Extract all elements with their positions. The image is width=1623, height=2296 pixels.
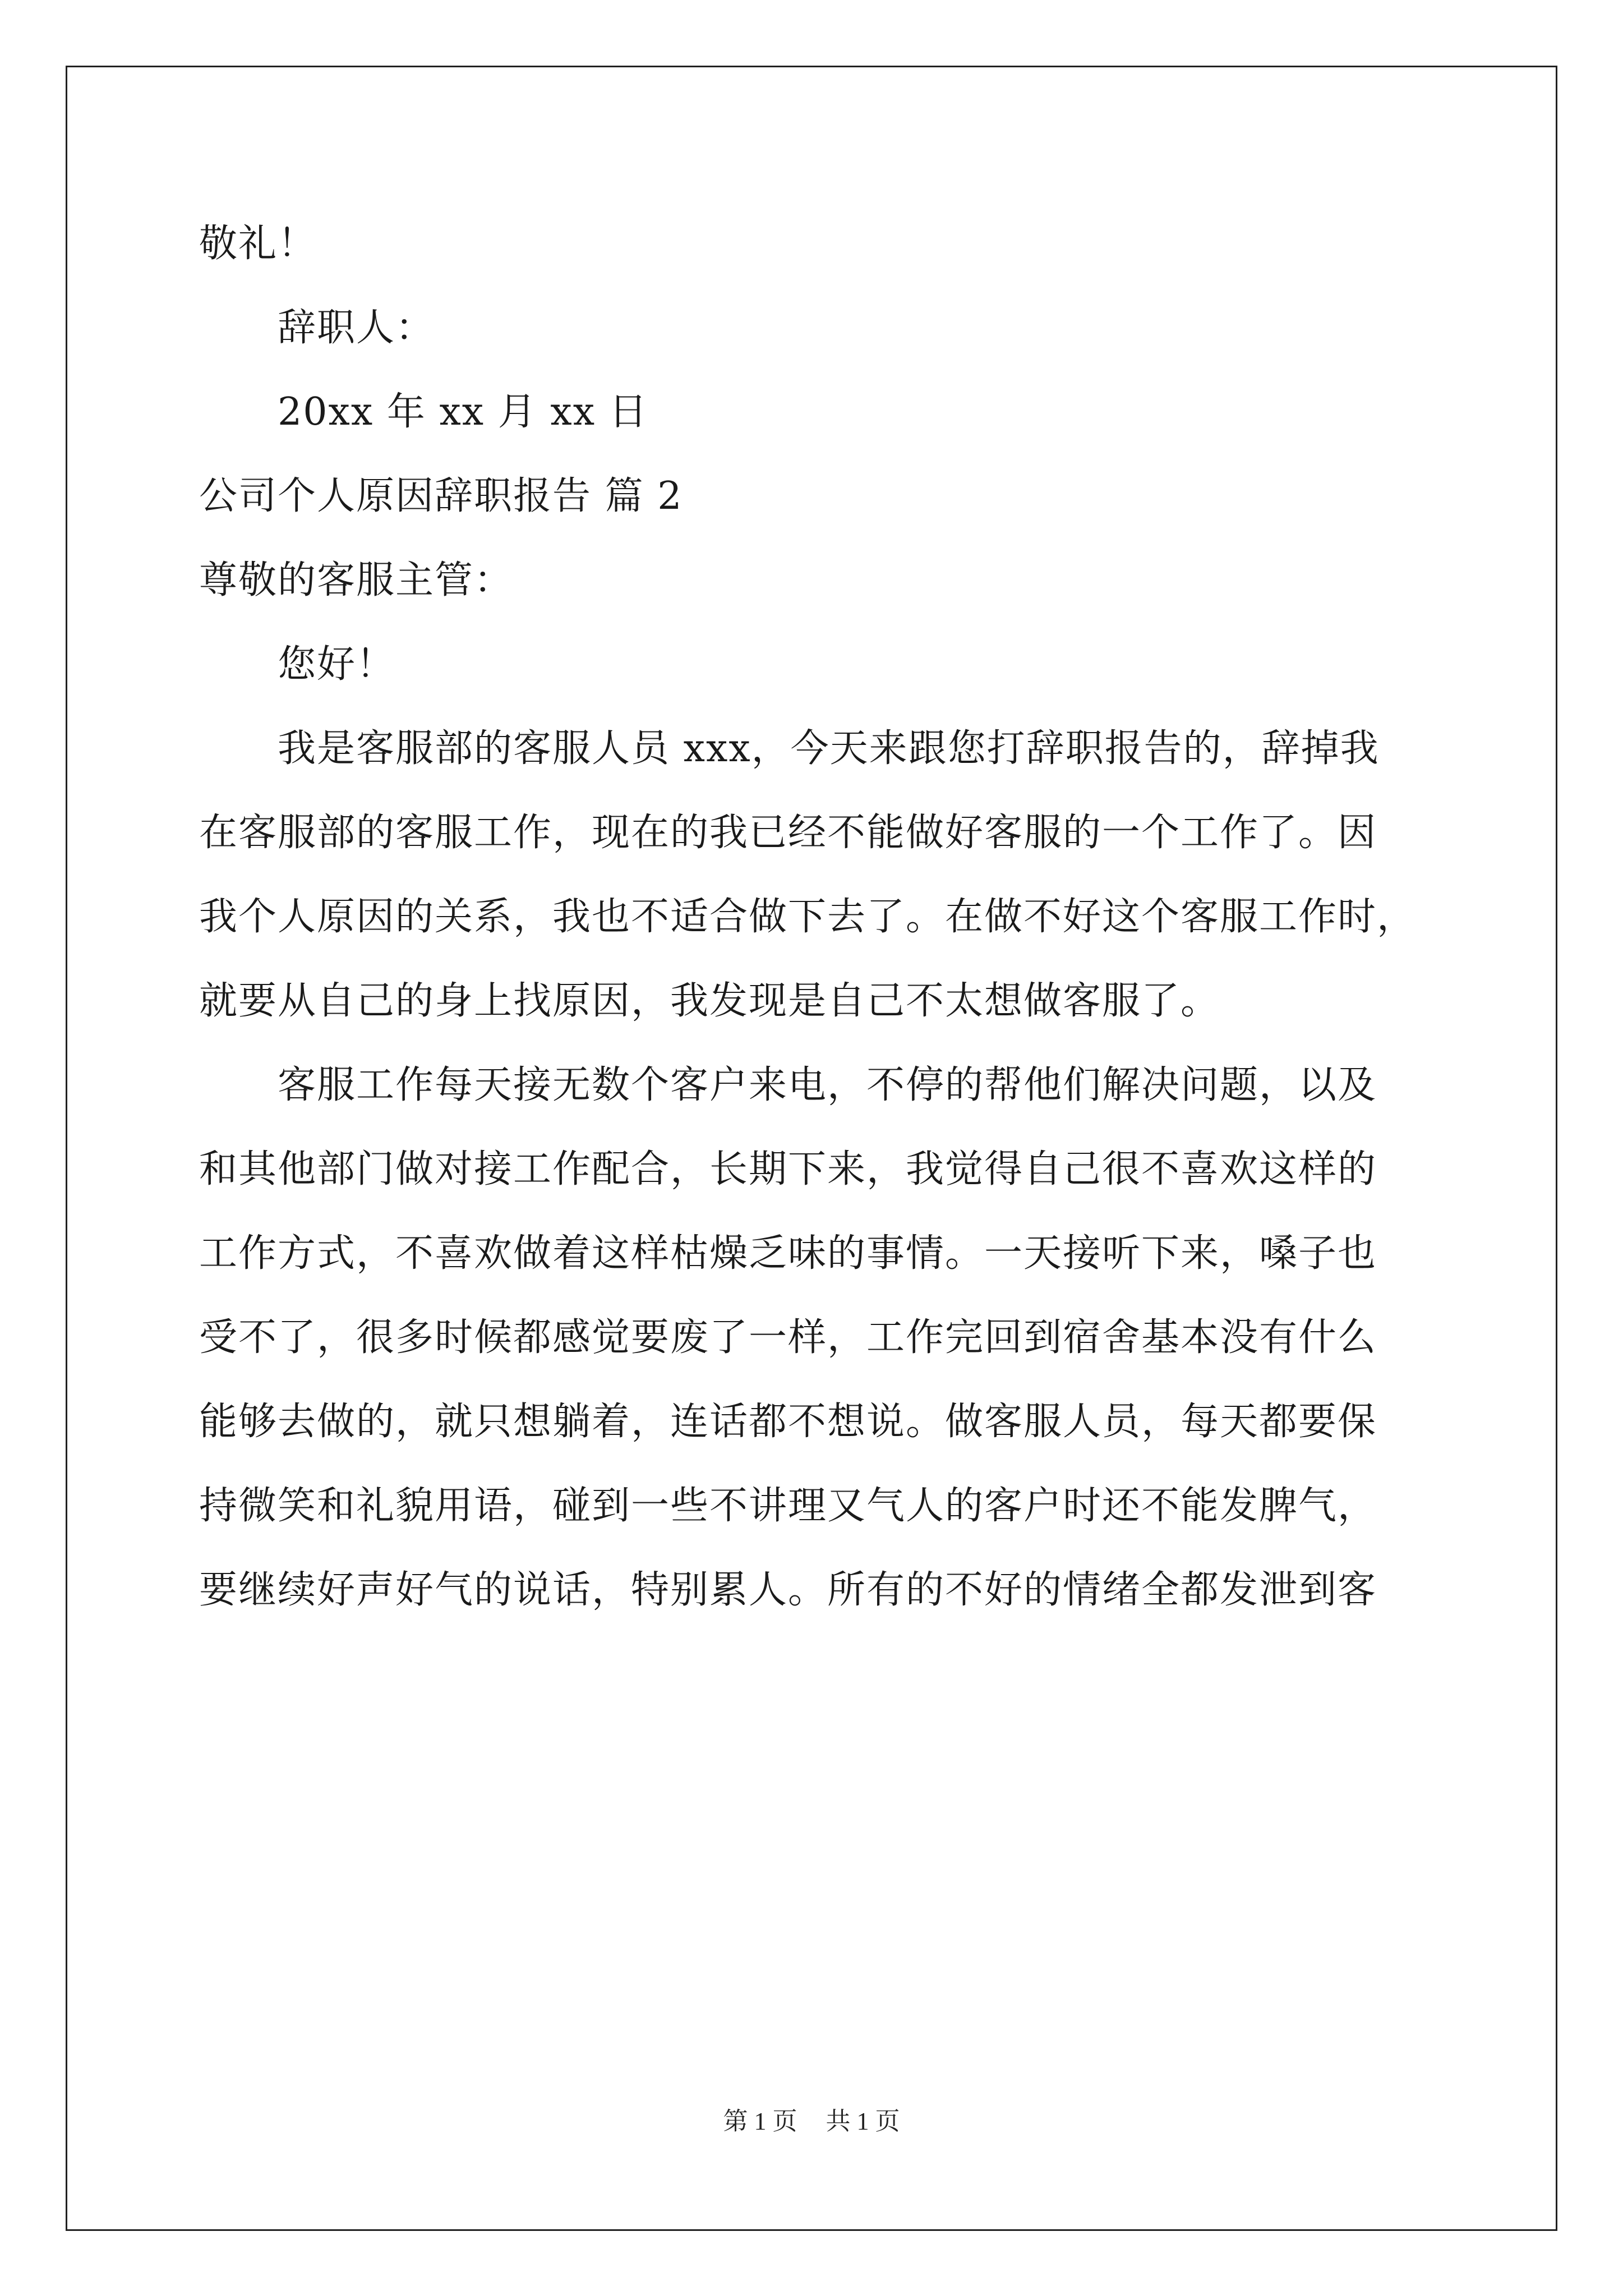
date-line: 20xx 年 xx 月 xx 日 [278, 390, 648, 434]
page-footer [0, 2101, 1623, 2137]
paragraph-line: 要继续好声好气的说话，特别累人。所有的不好的情绪全都发泄到客 [199, 1568, 1377, 1612]
paragraph-line: 能够去做的，就只想躺着，连话都不想说。做客服人员，每天都要保 [199, 1400, 1377, 1444]
page-total: 共 1 页 [826, 2108, 900, 2135]
page-number: 第 1 页 [723, 2108, 797, 2135]
closing-text: 敬礼！ [199, 222, 317, 266]
greeting: 您好！ [278, 642, 396, 687]
paragraph-line: 我个人原因的关系，我也不适合做下去了。在做不好这个客服工作时， [199, 895, 1417, 939]
paragraph-line: 客服工作每天接无数个客户来电，不停的帮他们解决问题，以及 [278, 1063, 1377, 1107]
paragraph-line: 和其他部门做对接工作配合，长期下来，我觉得自己很不喜欢这样的 [199, 1147, 1377, 1191]
paragraph-1 [199, 707, 1438, 1043]
paragraph-line: 就要从自己的身上找原因，我发现是自己不太想做客服了。 [199, 979, 1220, 1023]
paragraph-line: 持微笑和礼貌用语，碰到一些不讲理又气人的客户时还不能发脾气， [199, 1484, 1377, 1528]
paragraph-2 [199, 1043, 1438, 1632]
paragraph-line: 受不了，很多时候都感觉要废了一样，工作完回到宿舍基本没有什么 [199, 1315, 1377, 1360]
paragraph-line: 我是客服部的客服人员 xxx，今天来跟您打辞职报告的，辞掉我 [278, 726, 1380, 771]
document-body [199, 202, 1438, 1632]
salutation: 尊敬的客服主管： [199, 558, 514, 602]
paragraph-line: 工作方式，不喜欢做着这样枯燥乏味的事情。一天接听下来，嗓子也 [199, 1231, 1377, 1276]
paragraph-line: 在客服部的客服工作，现在的我已经不能做好客服的一个工作了。因 [199, 811, 1377, 855]
signer-label: 辞职人： [278, 306, 435, 350]
section-title: 公司个人原因辞职报告 篇 2 [199, 474, 683, 518]
